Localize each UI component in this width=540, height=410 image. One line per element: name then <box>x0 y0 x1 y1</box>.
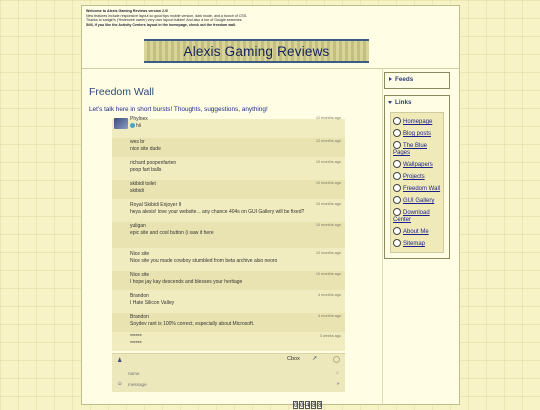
smiley-icon[interactable]: ☺ <box>117 381 123 387</box>
chat-author: Phylnex <box>130 116 148 122</box>
link-homepage[interactable]: Homepage <box>391 115 443 127</box>
chat-text: nice site dude <box>130 146 161 152</box>
chat-message <box>112 201 345 220</box>
chat-author: Nice site <box>130 272 150 278</box>
globe-icon <box>130 123 135 128</box>
chat-message <box>112 116 345 140</box>
link-gui-gallery[interactable]: GUI Gallery <box>391 194 443 206</box>
chat-message <box>112 271 345 290</box>
chat-author: wes br <box>130 139 145 145</box>
link-blog-posts[interactable]: Blog posts <box>391 127 443 139</box>
counter-digit: 4 <box>306 402 310 409</box>
cbox-brand[interactable]: Cbox <box>287 356 300 362</box>
chat-text: heya alexis! love your website... any chance 404s on GUI Gallery will be fixed? <box>130 209 305 215</box>
chat-message <box>112 180 345 199</box>
user-icon[interactable]: ♟ <box>117 358 123 364</box>
speaker-icon[interactable]: ♬ <box>335 370 340 375</box>
site-notice <box>86 9 456 27</box>
book-icon <box>393 141 401 149</box>
chat-author: ****** <box>130 334 142 340</box>
visitor-counter <box>293 401 322 410</box>
chat-time: 12 months ago <box>315 116 341 120</box>
link-wallpapers[interactable]: Wallpapers <box>391 158 443 170</box>
message-input[interactable] <box>128 380 328 389</box>
home-icon <box>393 117 401 125</box>
chat-time: 10 months ago <box>315 251 341 255</box>
person-icon <box>393 227 401 235</box>
status-circle-icon[interactable] <box>333 356 340 363</box>
chat-text: epic site and cool button (i saw it here <box>130 230 214 236</box>
column-divider <box>382 68 383 404</box>
map-icon <box>393 239 401 247</box>
feeds-panel[interactable] <box>384 72 450 89</box>
chat-text: skibidi <box>130 188 144 194</box>
page-intro: Let's talk here in short bursts! Thoughts, suggestions, anything! <box>89 106 268 113</box>
link-sitemap[interactable]: Sitemap <box>391 237 443 249</box>
chat-time: 3 weeks ago <box>319 334 341 338</box>
counter-digit: 0 <box>300 402 304 409</box>
chat-author: Brandon <box>130 293 149 299</box>
chat-author: Royal Skibidi Enjoyer II <box>130 202 182 208</box>
chat-messages[interactable] <box>112 116 345 351</box>
chat-text: Soydev rant is 100% correct, especially about Microsoft. <box>130 321 255 327</box>
counter-digit: 8 <box>312 402 316 409</box>
chat-text: poop fart balls <box>130 167 162 173</box>
chat-message <box>112 333 345 352</box>
chat-time: 10 months ago <box>315 272 341 276</box>
links-panel <box>384 95 450 259</box>
chat-message <box>112 138 345 157</box>
link-download-center[interactable]: Download Center <box>393 210 430 223</box>
page-title: Freedom Wall <box>89 86 154 98</box>
chat-author: skibidi toilet <box>130 181 156 187</box>
link-blue-pages[interactable]: The Blue Pages <box>393 143 428 156</box>
chat-time: 4 months ago <box>317 314 341 318</box>
name-input[interactable] <box>128 369 328 378</box>
chat-time: 10 months ago <box>315 202 341 206</box>
chat-message <box>112 222 345 248</box>
notice-line-2: New features include responsive layout so good tips mobile version, dark mode, and a bunch of CSS. <box>86 13 248 18</box>
counter-digit: 0 <box>294 402 298 409</box>
image-icon <box>393 160 401 168</box>
chat-author: Nice site <box>130 251 150 257</box>
wall-icon <box>393 184 401 192</box>
cbox-form <box>112 353 345 392</box>
popout-icon[interactable]: ↗ <box>312 356 318 362</box>
notice-line-1: Welcome to Alexis Gaming Reviews version 2.0! <box>86 9 169 13</box>
chat-time: 10 months ago <box>315 160 341 164</box>
site-title: Alexis Gaming Reviews <box>183 44 330 59</box>
link-projects[interactable]: Projects <box>391 170 443 182</box>
chat-author: yuligan <box>130 223 146 229</box>
chat-text: Nice site you made cowboy stumbled from beta archive also neoro <box>130 258 278 264</box>
download-icon <box>393 208 401 216</box>
chat-message <box>112 292 345 311</box>
link-about-me[interactable]: About Me <box>391 225 443 237</box>
chat-time: 10 months ago <box>315 223 341 227</box>
chat-text: hii <box>136 123 142 129</box>
chat-message <box>112 250 345 269</box>
site-banner <box>144 39 369 63</box>
notice-line-3: Thanks to sadgirl's (Yesterweb owner) very own layout builder! And also a ton of Google searches. <box>86 18 243 23</box>
links-list <box>390 112 444 253</box>
chat-author: richard poopenfarten <box>130 160 177 166</box>
gallery-icon <box>393 196 401 204</box>
chat-time: 12 months ago <box>315 139 341 143</box>
chat-text: I hope jay kay descends and blesses your heritage <box>130 279 243 285</box>
chat-time: 10 months ago <box>315 181 341 185</box>
chat-text: I Hate Silicon Valley <box>130 300 175 306</box>
counter-digit: 8 <box>318 402 322 409</box>
chat-time: 4 months ago <box>317 293 341 297</box>
feeds-header[interactable]: Feeds <box>385 73 449 87</box>
chat-author: Brandon <box>130 314 149 320</box>
projects-icon <box>393 172 401 180</box>
chat-text: ****** <box>130 341 142 347</box>
link-freedom-wall[interactable]: Freedom Wall <box>391 182 443 194</box>
notice-line-4: Still, if you like the Activity Centers layout in the homepage, check out the freedom wall. <box>86 22 237 27</box>
header-divider <box>82 68 459 69</box>
avatar <box>114 118 128 129</box>
chat-message <box>112 159 345 179</box>
send-icon[interactable]: ➤ <box>336 381 340 386</box>
blog-icon <box>393 129 401 137</box>
chat-message <box>112 313 345 332</box>
links-header[interactable]: Links <box>385 96 449 110</box>
